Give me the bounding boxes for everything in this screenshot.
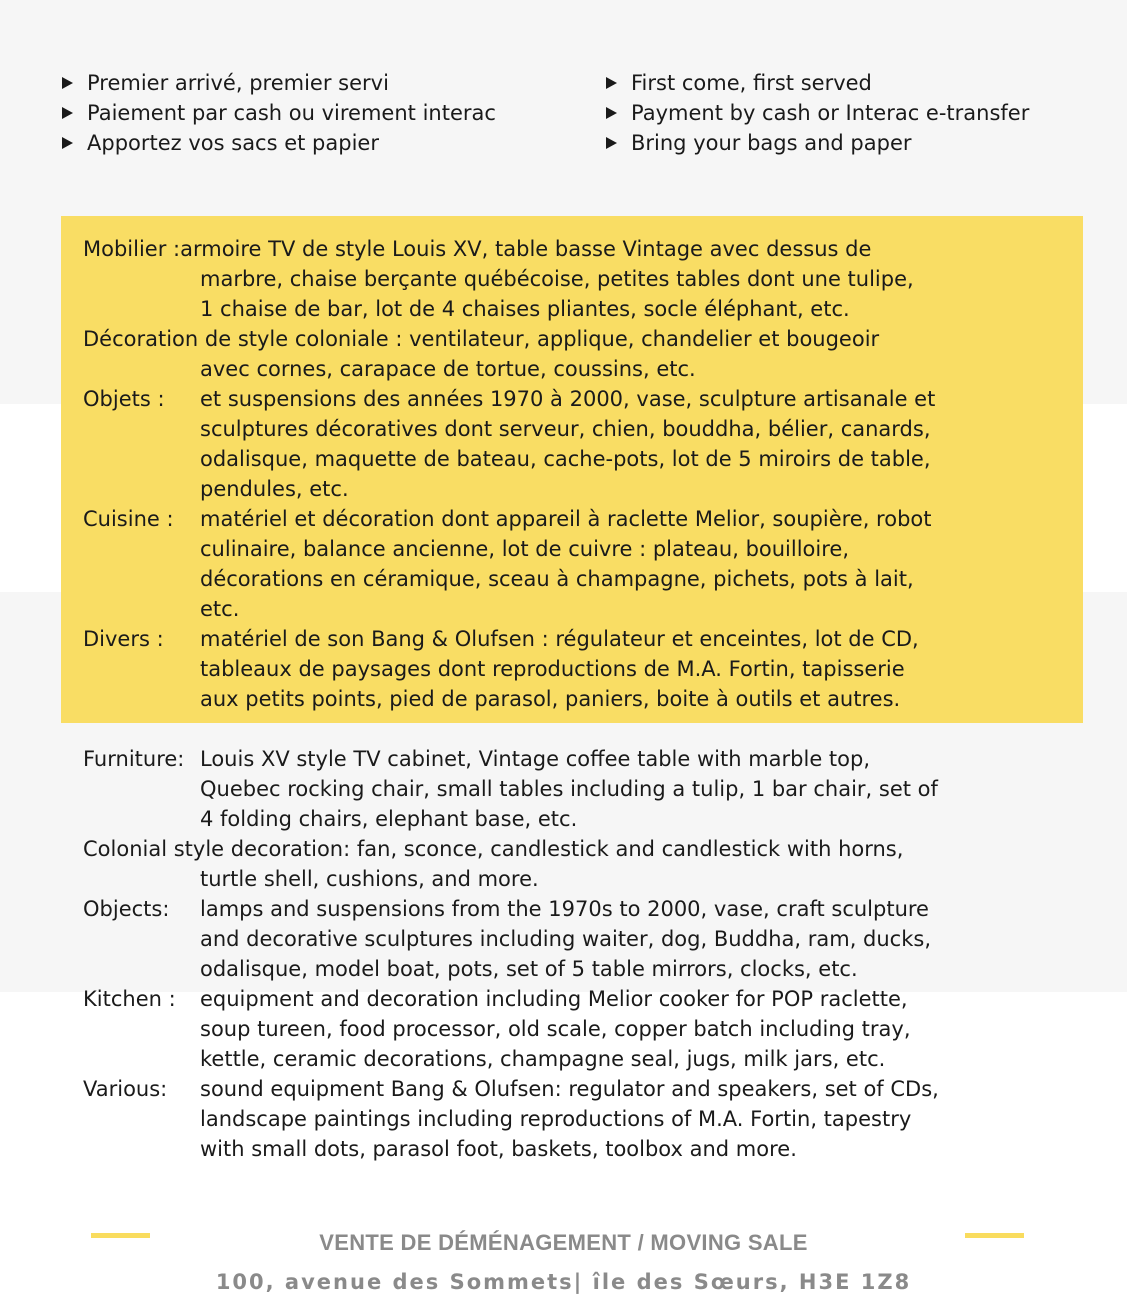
bullet-item <box>606 68 1029 98</box>
entry-label: Furniture: <box>83 747 185 771</box>
entry-line: Quebec rocking chair, small tables including a tulip, 1 bar chair, set of <box>200 777 938 801</box>
bullet-text: Paiement par cash ou virement interac <box>87 101 496 125</box>
bullet-text: Premier arrivé, premier servi <box>87 71 389 95</box>
bullet-item <box>62 98 496 128</box>
entry-text: et suspensions des années 1970 à 2000, vase, sculpture artisanale et <box>200 387 936 411</box>
entry-line: etc. <box>200 597 240 621</box>
entry-label: Divers : <box>83 627 164 651</box>
furniture-entry <box>83 744 939 774</box>
entry-line: turtle shell, cushions, and more. <box>200 867 539 891</box>
french-bullet-list <box>62 68 496 158</box>
kitchen-entry <box>83 984 939 1014</box>
bullet-text: Payment by cash or Interac e-transfer <box>631 101 1030 125</box>
triangle-bullet-icon <box>62 77 73 89</box>
entry-line: 4 folding chairs, elephant base, etc. <box>200 807 578 831</box>
triangle-bullet-icon <box>606 137 617 149</box>
triangle-bullet-icon <box>62 137 73 149</box>
bullet-text: Bring your bags and paper <box>631 131 912 155</box>
footer-title: VENTE DE DÉMÉNAGEMENT / MOVING SALE <box>319 1230 808 1255</box>
bullet-item <box>606 98 1029 128</box>
objets-entry <box>83 384 935 414</box>
bullet-item <box>62 68 496 98</box>
entry-line: 1 chaise de bar, lot de 4 chaises pliantes, socle éléphant, etc. <box>200 297 850 321</box>
footer-address: 100, avenue des Sommets| île des Sœurs, H3E 1Z8 <box>215 1270 912 1294</box>
bullet-item <box>62 128 496 158</box>
entry-line: marbre, chaise berçante québécoise, petites tables dont une tulipe, <box>200 267 914 291</box>
entry-label: Cuisine : <box>83 507 174 531</box>
entry-line: with small dots, parasol foot, baskets, toolbox and more. <box>200 1137 797 1161</box>
entry-line: sculptures décoratives dont serveur, chien, bouddha, bélier, canards, <box>200 417 931 441</box>
cuisine-entry <box>83 504 935 534</box>
decoration-entry: Décoration de style coloniale : ventilateur, applique, chandelier et bougeoir <box>83 327 880 351</box>
entry-line: aux petits points, pied de parasol, paniers, boite à outils et autres. <box>200 687 901 711</box>
triangle-bullet-icon <box>606 77 617 89</box>
bullet-text: First come, first served <box>631 71 872 95</box>
entry-line: and decorative sculptures including waiter, dog, Buddha, ram, ducks, <box>200 927 932 951</box>
triangle-bullet-icon <box>606 107 617 119</box>
entry-line: pendules, etc. <box>200 477 349 501</box>
entry-label: Various: <box>83 1077 168 1101</box>
entry-text: Louis XV style TV cabinet, Vintage coffee table with marble top, <box>200 747 871 771</box>
entry-line: kettle, ceramic decorations, champagne seal, jugs, milk jars, etc. <box>200 1047 886 1071</box>
english-inventory <box>83 744 939 1164</box>
entry-label: Kitchen : <box>83 987 176 1011</box>
bullet-text: Apportez vos sacs et papier <box>87 131 379 155</box>
entry-line: avec cornes, carapace de tortue, coussins, etc. <box>200 357 696 381</box>
english-bullet-list <box>606 68 1029 158</box>
objects-entry <box>83 894 939 924</box>
divers-entry <box>83 624 935 654</box>
entry-line: odalisque, model boat, pots, set of 5 table mirrors, clocks, etc. <box>200 957 858 981</box>
various-entry <box>83 1074 939 1104</box>
colonial-entry: Colonial style decoration: fan, sconce, candlestick and candlestick with horns, <box>83 837 904 861</box>
entry-text: equipment and decoration including Melior cooker for POP raclette, <box>200 987 908 1011</box>
entry-label: Objects: <box>83 897 170 921</box>
bullet-item <box>606 128 1029 158</box>
entry-text: matériel et décoration dont appareil à raclette Melior, soupière, robot <box>200 507 932 531</box>
entry-text: sound equipment Bang & Olufsen: regulator and speakers, set of CDs, <box>200 1077 939 1101</box>
entry-line: landscape paintings including reproductions of M.A. Fortin, tapestry <box>200 1107 912 1131</box>
entry-text: armoire TV de style Louis XV, table basse Vintage avec dessus de <box>180 237 872 261</box>
triangle-bullet-icon <box>62 107 73 119</box>
entry-label: Objets : <box>83 387 165 411</box>
entry-line: décorations en céramique, sceau à champagne, pichets, pots à lait, <box>200 567 914 591</box>
entry-text: matériel de son Bang & Olufsen : régulateur et enceintes, lot de CD, <box>200 627 919 651</box>
mobilier-entry <box>83 234 935 264</box>
entry-line: culinaire, balance ancienne, lot de cuivre : plateau, bouilloire, <box>200 537 850 561</box>
entry-line: odalisque, maquette de bateau, cache-pots, lot de 5 miroirs de table, <box>200 447 931 471</box>
entry-line: tableaux de paysages dont reproductions de M.A. Fortin, tapisserie <box>200 657 905 681</box>
entry-line: soup tureen, food processor, old scale, copper batch including tray, <box>200 1017 911 1041</box>
entry-label: Mobilier : <box>83 237 181 261</box>
entry-text: lamps and suspensions from the 1970s to 2000, vase, craft sculpture <box>200 897 929 921</box>
french-inventory <box>83 234 935 714</box>
